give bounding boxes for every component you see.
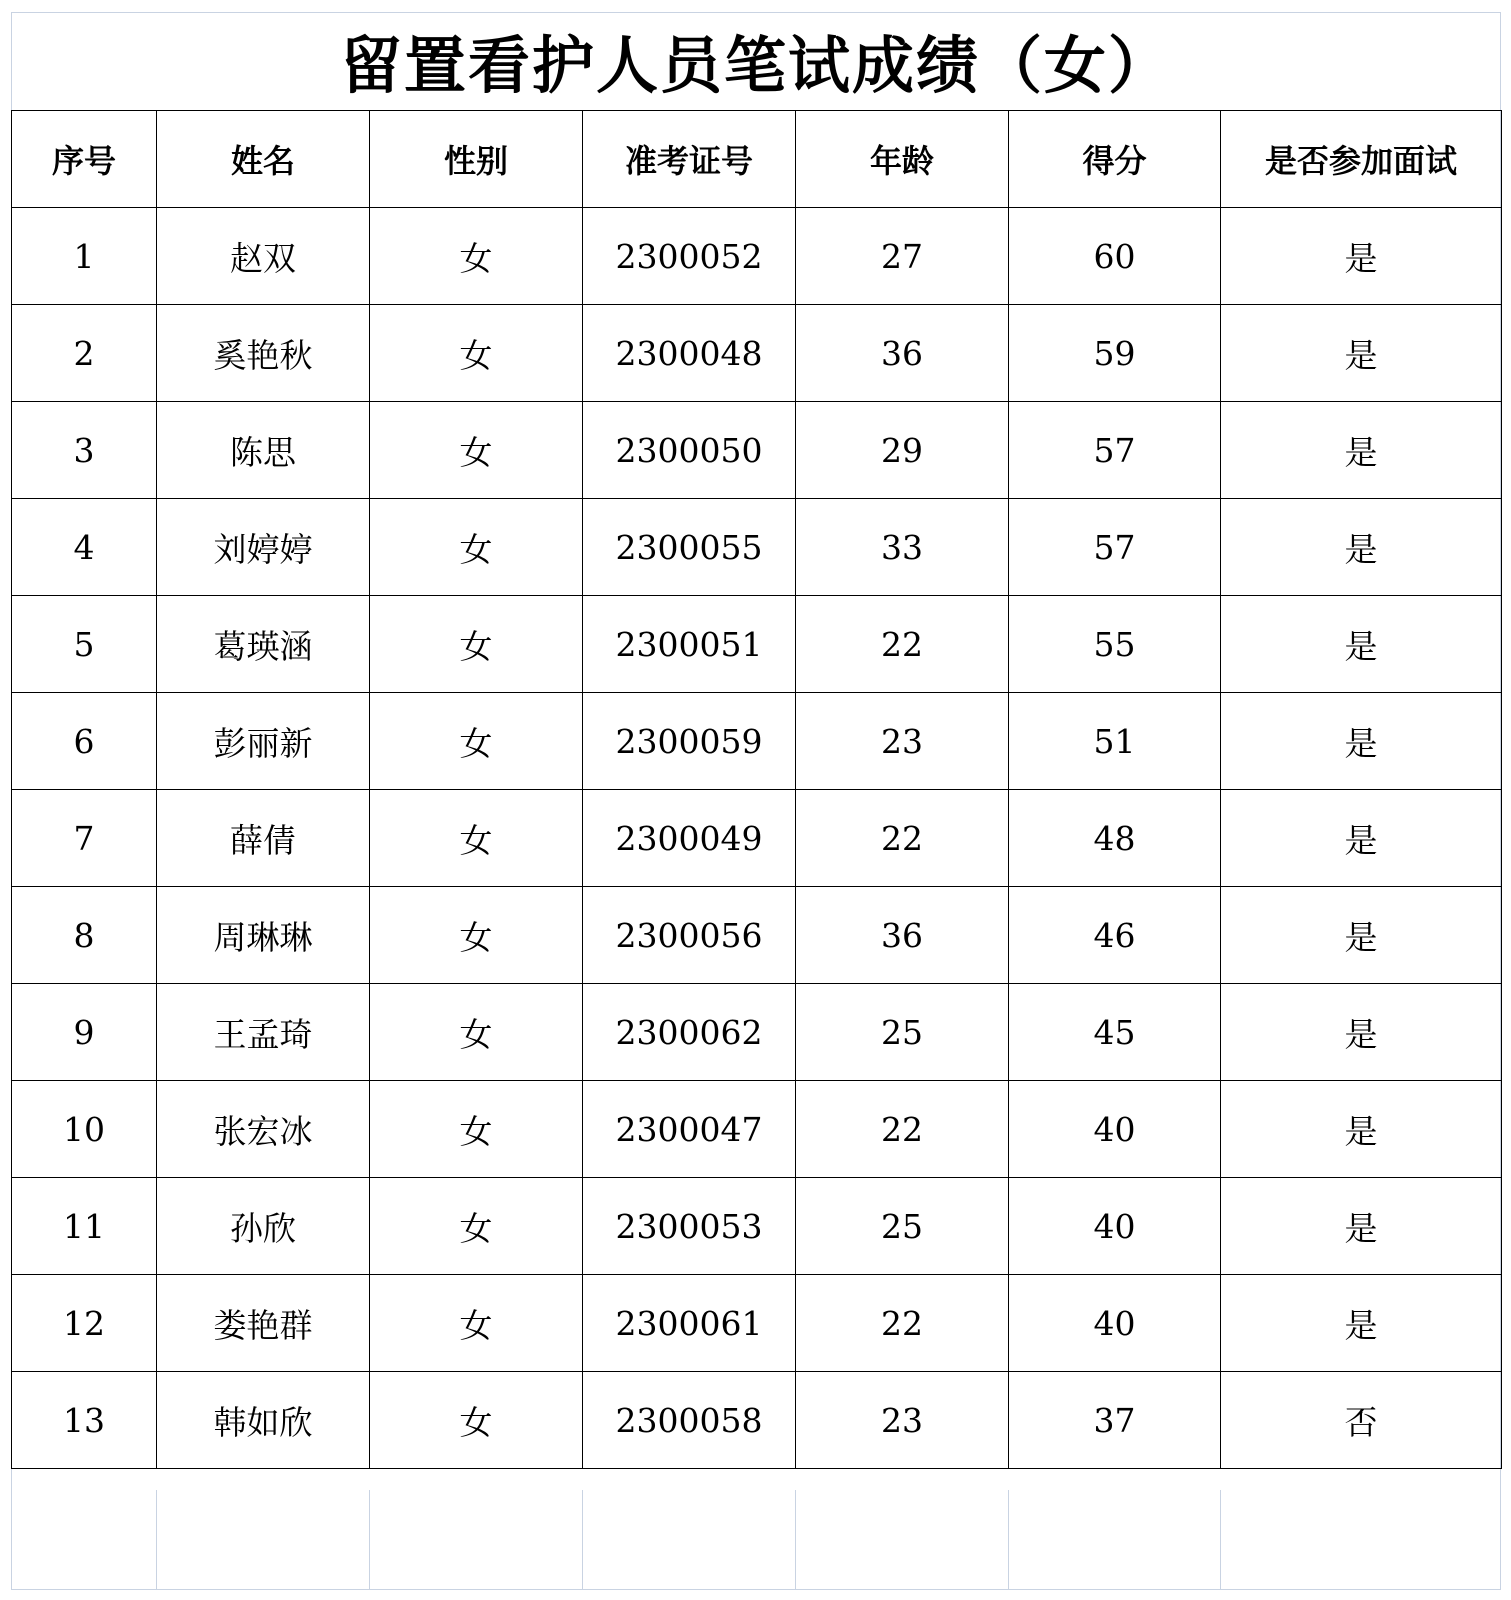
cell-age: 22 bbox=[796, 1081, 1009, 1178]
cell-interview: 是 bbox=[1221, 208, 1502, 305]
column-header-name: 姓名 bbox=[157, 111, 370, 208]
cell-age: 33 bbox=[796, 499, 1009, 596]
table-row bbox=[12, 790, 1502, 887]
page-title: 留置看护人员笔试成绩（女） bbox=[339, 29, 1172, 102]
table-row bbox=[12, 402, 1502, 499]
cell-gender: 女 bbox=[370, 790, 583, 887]
cell-index: 6 bbox=[12, 693, 157, 790]
cell-name: 葛瑛涵 bbox=[157, 596, 370, 693]
cell-exam-id: 2300049 bbox=[583, 790, 796, 887]
table-row bbox=[12, 1081, 1502, 1178]
cell-name: 周琳琳 bbox=[157, 887, 370, 984]
column-header-gender: 性别 bbox=[370, 111, 583, 208]
cell-index: 4 bbox=[12, 499, 157, 596]
cell-score: 60 bbox=[1009, 208, 1221, 305]
cell-name: 赵双 bbox=[157, 208, 370, 305]
cell-interview: 是 bbox=[1221, 596, 1502, 693]
cell-age: 27 bbox=[796, 208, 1009, 305]
cell-interview: 是 bbox=[1221, 1178, 1502, 1275]
column-header-index: 序号 bbox=[12, 111, 157, 208]
cell-exam-id: 2300048 bbox=[583, 305, 796, 402]
cell-gender: 女 bbox=[370, 1372, 583, 1469]
score-table bbox=[11, 110, 1502, 1469]
cell-score: 55 bbox=[1009, 596, 1221, 693]
cell-exam-id: 2300062 bbox=[583, 984, 796, 1081]
cell-index: 12 bbox=[12, 1275, 157, 1372]
table-row bbox=[12, 887, 1502, 984]
cell-score: 46 bbox=[1009, 887, 1221, 984]
gridline bbox=[11, 1589, 1501, 1590]
cell-exam-id: 2300056 bbox=[583, 887, 796, 984]
cell-gender: 女 bbox=[370, 1275, 583, 1372]
cell-gender: 女 bbox=[370, 887, 583, 984]
cell-interview: 是 bbox=[1221, 1081, 1502, 1178]
cell-age: 22 bbox=[796, 596, 1009, 693]
cell-interview: 是 bbox=[1221, 305, 1502, 402]
cell-exam-id: 2300058 bbox=[583, 1372, 796, 1469]
gridline bbox=[369, 1490, 370, 1590]
cell-index: 10 bbox=[12, 1081, 157, 1178]
cell-name: 奚艳秋 bbox=[157, 305, 370, 402]
cell-exam-id: 2300055 bbox=[583, 499, 796, 596]
cell-name: 王孟琦 bbox=[157, 984, 370, 1081]
cell-gender: 女 bbox=[370, 208, 583, 305]
cell-name: 娄艳群 bbox=[157, 1275, 370, 1372]
cell-interview: 是 bbox=[1221, 693, 1502, 790]
cell-index: 2 bbox=[12, 305, 157, 402]
cell-score: 51 bbox=[1009, 693, 1221, 790]
cell-interview: 是 bbox=[1221, 402, 1502, 499]
cell-name: 张宏冰 bbox=[157, 1081, 370, 1178]
cell-exam-id: 2300047 bbox=[583, 1081, 796, 1178]
table-row bbox=[12, 499, 1502, 596]
cell-gender: 女 bbox=[370, 499, 583, 596]
cell-interview: 是 bbox=[1221, 1275, 1502, 1372]
cell-exam-id: 2300059 bbox=[583, 693, 796, 790]
column-header-interview: 是否参加面试 bbox=[1221, 111, 1502, 208]
table-row bbox=[12, 984, 1502, 1081]
table-row bbox=[12, 1275, 1502, 1372]
cell-age: 22 bbox=[796, 1275, 1009, 1372]
gridline bbox=[1220, 1490, 1221, 1590]
gridline bbox=[156, 1490, 157, 1590]
cell-age: 25 bbox=[796, 984, 1009, 1081]
cell-gender: 女 bbox=[370, 596, 583, 693]
cell-age: 36 bbox=[796, 887, 1009, 984]
cell-score: 40 bbox=[1009, 1178, 1221, 1275]
cell-name: 刘婷婷 bbox=[157, 499, 370, 596]
cell-score: 57 bbox=[1009, 402, 1221, 499]
cell-index: 9 bbox=[12, 984, 157, 1081]
cell-index: 7 bbox=[12, 790, 157, 887]
cell-gender: 女 bbox=[370, 984, 583, 1081]
column-header-age: 年龄 bbox=[796, 111, 1009, 208]
cell-interview: 否 bbox=[1221, 1372, 1502, 1469]
cell-gender: 女 bbox=[370, 402, 583, 499]
table-row bbox=[12, 305, 1502, 402]
gridline bbox=[582, 1490, 583, 1590]
cell-index: 5 bbox=[12, 596, 157, 693]
cell-age: 23 bbox=[796, 1372, 1009, 1469]
column-header-score: 得分 bbox=[1009, 111, 1221, 208]
cell-exam-id: 2300050 bbox=[583, 402, 796, 499]
cell-score: 40 bbox=[1009, 1275, 1221, 1372]
cell-interview: 是 bbox=[1221, 790, 1502, 887]
cell-score: 59 bbox=[1009, 305, 1221, 402]
cell-exam-id: 2300053 bbox=[583, 1178, 796, 1275]
cell-gender: 女 bbox=[370, 305, 583, 402]
cell-index: 13 bbox=[12, 1372, 157, 1469]
cell-exam-id: 2300061 bbox=[583, 1275, 796, 1372]
cell-index: 1 bbox=[12, 208, 157, 305]
cell-interview: 是 bbox=[1221, 984, 1502, 1081]
gridline bbox=[1008, 1490, 1009, 1590]
cell-age: 25 bbox=[796, 1178, 1009, 1275]
gridline bbox=[795, 1490, 796, 1590]
cell-name: 孙欣 bbox=[157, 1178, 370, 1275]
cell-gender: 女 bbox=[370, 1081, 583, 1178]
cell-age: 36 bbox=[796, 305, 1009, 402]
cell-exam-id: 2300051 bbox=[583, 596, 796, 693]
table-header-row bbox=[12, 111, 1502, 208]
cell-interview: 是 bbox=[1221, 887, 1502, 984]
cell-name: 彭丽新 bbox=[157, 693, 370, 790]
cell-score: 57 bbox=[1009, 499, 1221, 596]
table-row bbox=[12, 693, 1502, 790]
cell-name: 韩如欣 bbox=[157, 1372, 370, 1469]
cell-age: 23 bbox=[796, 693, 1009, 790]
cell-gender: 女 bbox=[370, 693, 583, 790]
cell-exam-id: 2300052 bbox=[583, 208, 796, 305]
cell-age: 22 bbox=[796, 790, 1009, 887]
column-header-exam-id: 准考证号 bbox=[583, 111, 796, 208]
table-row bbox=[12, 1372, 1502, 1469]
cell-score: 40 bbox=[1009, 1081, 1221, 1178]
table-row bbox=[12, 1178, 1502, 1275]
cell-score: 48 bbox=[1009, 790, 1221, 887]
cell-score: 45 bbox=[1009, 984, 1221, 1081]
cell-interview: 是 bbox=[1221, 499, 1502, 596]
cell-name: 薛倩 bbox=[157, 790, 370, 887]
cell-index: 3 bbox=[12, 402, 157, 499]
table-row bbox=[12, 208, 1502, 305]
cell-gender: 女 bbox=[370, 1178, 583, 1275]
table-row bbox=[12, 596, 1502, 693]
cell-name: 陈思 bbox=[157, 402, 370, 499]
cell-score: 37 bbox=[1009, 1372, 1221, 1469]
cell-index: 8 bbox=[12, 887, 157, 984]
cell-index: 11 bbox=[12, 1178, 157, 1275]
cell-age: 29 bbox=[796, 402, 1009, 499]
